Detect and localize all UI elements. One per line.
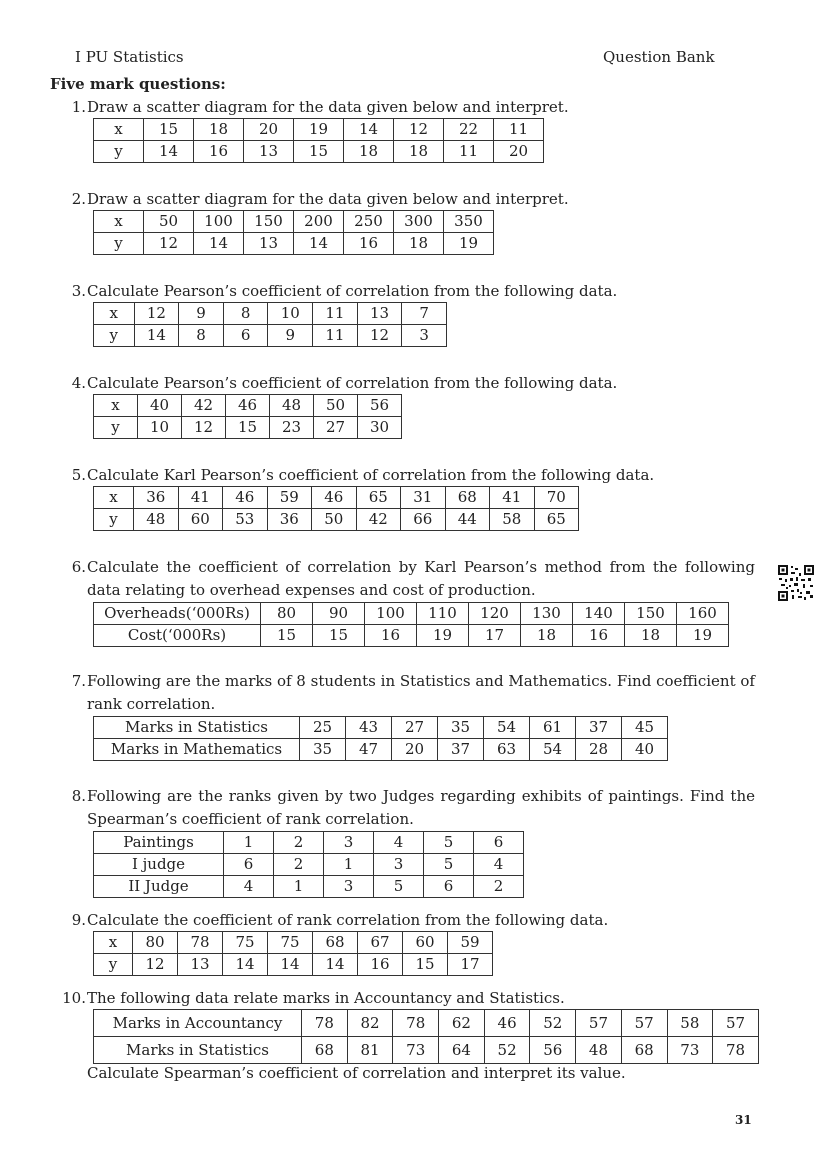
row-header-cell: y — [94, 417, 138, 439]
table-cell: 2 — [274, 854, 324, 876]
question-text: Calculate the coefficient of correlation by Karl Pearson’s method from the following data relating to overhead expenses and cost of production. — [87, 558, 755, 599]
table-cell: 28 — [576, 739, 622, 761]
table-cell: 12 — [357, 325, 402, 347]
section-title: Five mark questions: — [50, 75, 226, 93]
table-row — [94, 1010, 759, 1037]
table-cell: 54 — [530, 739, 576, 761]
table-cell: 65 — [534, 509, 579, 531]
question-number: 2. — [71, 190, 86, 208]
table-cell: 14 — [268, 954, 313, 976]
table-cell: 5 — [374, 876, 424, 898]
table-cell: 8 — [223, 303, 268, 325]
table-cell: 4 — [224, 876, 274, 898]
table-cell: 3 — [374, 854, 424, 876]
table-cell: 56 — [358, 395, 402, 417]
table-cell: 8 — [179, 325, 224, 347]
table-cell: 12 — [394, 119, 444, 141]
table-cell: 130 — [521, 603, 573, 625]
table-cell: 14 — [134, 325, 179, 347]
table-cell: 16 — [194, 141, 244, 163]
table-row — [94, 876, 524, 898]
table-cell: 25 — [300, 717, 346, 739]
table-cell: 48 — [270, 395, 314, 417]
table-cell: 41 — [490, 487, 535, 509]
question-9 — [50, 909, 609, 932]
table-cell: 20 — [494, 141, 544, 163]
data-table-10 — [93, 1009, 759, 1064]
table-cell: 15 — [226, 417, 270, 439]
table-cell: 17 — [448, 954, 493, 976]
table-cell: 58 — [490, 509, 535, 531]
data-table-1 — [93, 118, 544, 163]
table-cell: 48 — [576, 1037, 622, 1064]
table-cell: 1 — [324, 854, 374, 876]
question-5 — [50, 464, 655, 487]
table-cell: 3 — [402, 325, 447, 347]
table-cell: 9 — [268, 325, 313, 347]
table-cell: 20 — [392, 739, 438, 761]
table-cell: 73 — [667, 1037, 713, 1064]
table-cell: 19 — [294, 119, 344, 141]
table-cell: 13 — [357, 303, 402, 325]
table-cell: 70 — [534, 487, 579, 509]
data-table-4 — [93, 394, 402, 439]
table-cell: 40 — [138, 395, 182, 417]
table-cell: 50 — [312, 509, 357, 531]
table-cell: 64 — [439, 1037, 485, 1064]
table-cell: 15 — [313, 625, 365, 647]
table-cell: 68 — [445, 487, 490, 509]
table-cell: 6 — [224, 854, 274, 876]
table-row — [94, 603, 729, 625]
table-cell: 35 — [438, 717, 484, 739]
qr-code — [777, 564, 815, 602]
row-header-cell: y — [94, 141, 144, 163]
table-row — [94, 141, 544, 163]
row-header-cell: Paintings — [94, 832, 224, 854]
table-cell: 13 — [178, 954, 223, 976]
table-cell: 65 — [356, 487, 401, 509]
table-cell: 350 — [444, 211, 494, 233]
table-cell: 3 — [324, 832, 374, 854]
question-text: Calculate Pearson’s coefficient of correlation from the following data. — [87, 282, 618, 300]
table-cell: 18 — [625, 625, 677, 647]
page-number: 31 — [735, 1113, 752, 1127]
table-cell: 68 — [621, 1037, 667, 1064]
table-cell: 78 — [393, 1010, 439, 1037]
table-cell: 48 — [134, 509, 179, 531]
table-cell: 58 — [667, 1010, 713, 1037]
table-cell: 18 — [194, 119, 244, 141]
table-cell: 45 — [622, 717, 668, 739]
table-row — [94, 487, 579, 509]
table-cell: 17 — [469, 625, 521, 647]
question-text: Following are the ranks given by two Judges regarding exhibits of paintings. Find the Spearman’s coefficient of rank correlation. — [87, 787, 755, 828]
question-8 — [50, 785, 755, 828]
table-cell: 57 — [713, 1010, 759, 1037]
table-cell: 3 — [324, 876, 374, 898]
table-cell: 22 — [444, 119, 494, 141]
question-10-note: Calculate Spearman’s coefficient of correlation and interpret its value. — [87, 1064, 626, 1082]
row-header-cell: Marks in Accountancy — [94, 1010, 302, 1037]
table-cell: 4 — [374, 832, 424, 854]
table-row — [94, 119, 544, 141]
table-cell: 57 — [576, 1010, 622, 1037]
table-cell: 300 — [394, 211, 444, 233]
row-header-cell: II Judge — [94, 876, 224, 898]
table-cell: 67 — [358, 932, 403, 954]
table-cell: 14 — [144, 141, 194, 163]
table-cell: 120 — [469, 603, 521, 625]
table-cell: 47 — [346, 739, 392, 761]
row-header-cell: Marks in Mathematics — [94, 739, 300, 761]
table-cell: 1 — [224, 832, 274, 854]
table-cell: 61 — [530, 717, 576, 739]
question-4 — [50, 372, 618, 395]
table-cell: 75 — [223, 932, 268, 954]
header-title: Question Bank — [603, 48, 715, 66]
table-cell: 10 — [138, 417, 182, 439]
table-cell: 75 — [268, 932, 313, 954]
table-cell: 46 — [223, 487, 268, 509]
data-table-5 — [93, 486, 579, 531]
row-header-cell: I judge — [94, 854, 224, 876]
table-cell: 6 — [474, 832, 524, 854]
question-text: Calculate the coefficient of rank correlation from the following data. — [87, 911, 609, 929]
table-cell: 53 — [223, 509, 268, 531]
table-cell: 37 — [576, 717, 622, 739]
row-header-cell: x — [94, 395, 138, 417]
question-1 — [50, 96, 569, 119]
table-cell: 1 — [274, 876, 324, 898]
table-cell: 19 — [417, 625, 469, 647]
table-row — [94, 417, 402, 439]
data-table-9 — [93, 931, 493, 976]
table-cell: 80 — [133, 932, 178, 954]
table-cell: 4 — [474, 854, 524, 876]
table-cell: 23 — [270, 417, 314, 439]
data-table-6 — [93, 602, 729, 647]
table-cell: 59 — [448, 932, 493, 954]
question-text: Draw a scatter diagram for the data given below and interpret. — [87, 190, 569, 208]
table-cell: 11 — [313, 303, 358, 325]
table-cell: 16 — [358, 954, 403, 976]
row-header-cell: y — [94, 954, 133, 976]
table-cell: 5 — [424, 832, 474, 854]
table-cell: 62 — [439, 1010, 485, 1037]
table-cell: 36 — [267, 509, 312, 531]
table-cell: 11 — [494, 119, 544, 141]
table-cell: 27 — [392, 717, 438, 739]
row-header-cell: y — [94, 233, 144, 255]
table-cell: 11 — [444, 141, 494, 163]
table-row — [94, 211, 494, 233]
table-cell: 44 — [445, 509, 490, 531]
data-table-3 — [93, 302, 447, 347]
table-row — [94, 1037, 759, 1064]
table-cell: 30 — [358, 417, 402, 439]
table-cell: 15 — [403, 954, 448, 976]
table-cell: 250 — [344, 211, 394, 233]
table-cell: 100 — [365, 603, 417, 625]
row-header-cell: Marks in Statistics — [94, 1037, 302, 1064]
table-cell: 100 — [194, 211, 244, 233]
question-number: 3. — [71, 282, 86, 300]
table-cell: 68 — [302, 1037, 348, 1064]
table-cell: 16 — [365, 625, 417, 647]
table-cell: 56 — [530, 1037, 576, 1064]
table-cell: 46 — [484, 1010, 530, 1037]
question-number: 9. — [71, 911, 86, 929]
table-cell: 54 — [484, 717, 530, 739]
table-cell: 110 — [417, 603, 469, 625]
table-cell: 16 — [344, 233, 394, 255]
table-cell: 9 — [179, 303, 224, 325]
table-cell: 140 — [573, 603, 625, 625]
question-number: 10. — [62, 989, 86, 1007]
table-cell: 14 — [223, 954, 268, 976]
data-table-2 — [93, 210, 494, 255]
question-number: 6. — [71, 558, 86, 576]
table-cell: 19 — [677, 625, 729, 647]
row-header-cell: Cost(‘000Rs) — [94, 625, 261, 647]
table-row — [94, 954, 493, 976]
question-text: Draw a scatter diagram for the data given below and interpret. — [87, 98, 569, 116]
table-cell: 50 — [314, 395, 358, 417]
question-number: 7. — [71, 672, 86, 690]
table-cell: 60 — [178, 509, 223, 531]
table-cell: 15 — [144, 119, 194, 141]
table-cell: 2 — [274, 832, 324, 854]
table-cell: 66 — [401, 509, 446, 531]
table-cell: 14 — [294, 233, 344, 255]
table-row — [94, 932, 493, 954]
table-cell: 78 — [178, 932, 223, 954]
question-number: 5. — [71, 466, 86, 484]
table-cell: 59 — [267, 487, 312, 509]
table-row — [94, 832, 524, 854]
table-cell: 46 — [312, 487, 357, 509]
table-cell: 78 — [302, 1010, 348, 1037]
table-cell: 43 — [346, 717, 392, 739]
table-cell: 14 — [194, 233, 244, 255]
question-6 — [50, 556, 755, 599]
table-row — [94, 395, 402, 417]
table-cell: 78 — [713, 1037, 759, 1064]
row-header-cell: y — [94, 325, 135, 347]
table-cell: 2 — [474, 876, 524, 898]
table-row — [94, 717, 668, 739]
question-text: Following are the marks of 8 students in Statistics and Mathematics. Find coefficient of rank correlation. — [87, 672, 755, 713]
table-cell: 42 — [356, 509, 401, 531]
table-cell: 37 — [438, 739, 484, 761]
question-10 — [50, 987, 565, 1010]
table-cell: 41 — [178, 487, 223, 509]
row-header-cell: y — [94, 509, 134, 531]
question-text: Calculate Karl Pearson’s coefficient of correlation from the following data. — [87, 466, 655, 484]
table-cell: 27 — [314, 417, 358, 439]
table-cell: 10 — [268, 303, 313, 325]
table-row — [94, 303, 447, 325]
table-cell: 6 — [223, 325, 268, 347]
question-7 — [50, 670, 755, 713]
table-cell: 73 — [393, 1037, 439, 1064]
table-cell: 150 — [625, 603, 677, 625]
row-header-cell: x — [94, 303, 135, 325]
table-cell: 80 — [261, 603, 313, 625]
table-cell: 200 — [294, 211, 344, 233]
table-cell: 81 — [347, 1037, 393, 1064]
table-cell: 150 — [244, 211, 294, 233]
table-row — [94, 625, 729, 647]
table-cell: 19 — [444, 233, 494, 255]
table-cell: 31 — [401, 487, 446, 509]
table-row — [94, 739, 668, 761]
row-header-cell: x — [94, 211, 144, 233]
question-text: The following data relate marks in Accountancy and Statistics. — [87, 989, 565, 1007]
table-cell: 11 — [313, 325, 358, 347]
table-cell: 46 — [226, 395, 270, 417]
row-header-cell: x — [94, 119, 144, 141]
table-cell: 18 — [521, 625, 573, 647]
table-cell: 12 — [144, 233, 194, 255]
table-cell: 12 — [134, 303, 179, 325]
table-row — [94, 509, 579, 531]
question-number: 1. — [71, 98, 86, 116]
table-cell: 52 — [530, 1010, 576, 1037]
question-number: 8. — [71, 787, 86, 805]
table-cell: 90 — [313, 603, 365, 625]
table-cell: 57 — [621, 1010, 667, 1037]
table-cell: 60 — [403, 932, 448, 954]
table-cell: 12 — [182, 417, 226, 439]
table-cell: 18 — [394, 233, 444, 255]
table-cell: 68 — [313, 932, 358, 954]
table-cell: 18 — [344, 141, 394, 163]
table-cell: 35 — [300, 739, 346, 761]
table-cell: 16 — [573, 625, 625, 647]
data-table-8 — [93, 831, 524, 898]
row-header-cell: Marks in Statistics — [94, 717, 300, 739]
table-cell: 6 — [424, 876, 474, 898]
table-cell: 15 — [261, 625, 313, 647]
table-row — [94, 854, 524, 876]
table-cell: 12 — [133, 954, 178, 976]
table-cell: 82 — [347, 1010, 393, 1037]
table-cell: 13 — [244, 141, 294, 163]
table-cell: 36 — [134, 487, 179, 509]
table-cell: 13 — [244, 233, 294, 255]
question-number: 4. — [71, 374, 86, 392]
table-cell: 14 — [344, 119, 394, 141]
row-header-cell: x — [94, 487, 134, 509]
table-row — [94, 325, 447, 347]
table-cell: 42 — [182, 395, 226, 417]
table-cell: 5 — [424, 854, 474, 876]
table-cell: 50 — [144, 211, 194, 233]
table-cell: 20 — [244, 119, 294, 141]
table-cell: 14 — [313, 954, 358, 976]
table-cell: 63 — [484, 739, 530, 761]
question-2 — [50, 188, 569, 211]
table-cell: 160 — [677, 603, 729, 625]
header-subject: I PU Statistics — [75, 48, 184, 66]
table-cell: 7 — [402, 303, 447, 325]
data-table-7 — [93, 716, 668, 761]
row-header-cell: x — [94, 932, 133, 954]
question-3 — [50, 280, 618, 303]
table-row — [94, 233, 494, 255]
row-header-cell: Overheads(‘000Rs) — [94, 603, 261, 625]
table-cell: 18 — [394, 141, 444, 163]
table-cell: 52 — [484, 1037, 530, 1064]
table-cell: 15 — [294, 141, 344, 163]
table-cell: 40 — [622, 739, 668, 761]
question-text: Calculate Pearson’s coefficient of correlation from the following data. — [87, 374, 618, 392]
